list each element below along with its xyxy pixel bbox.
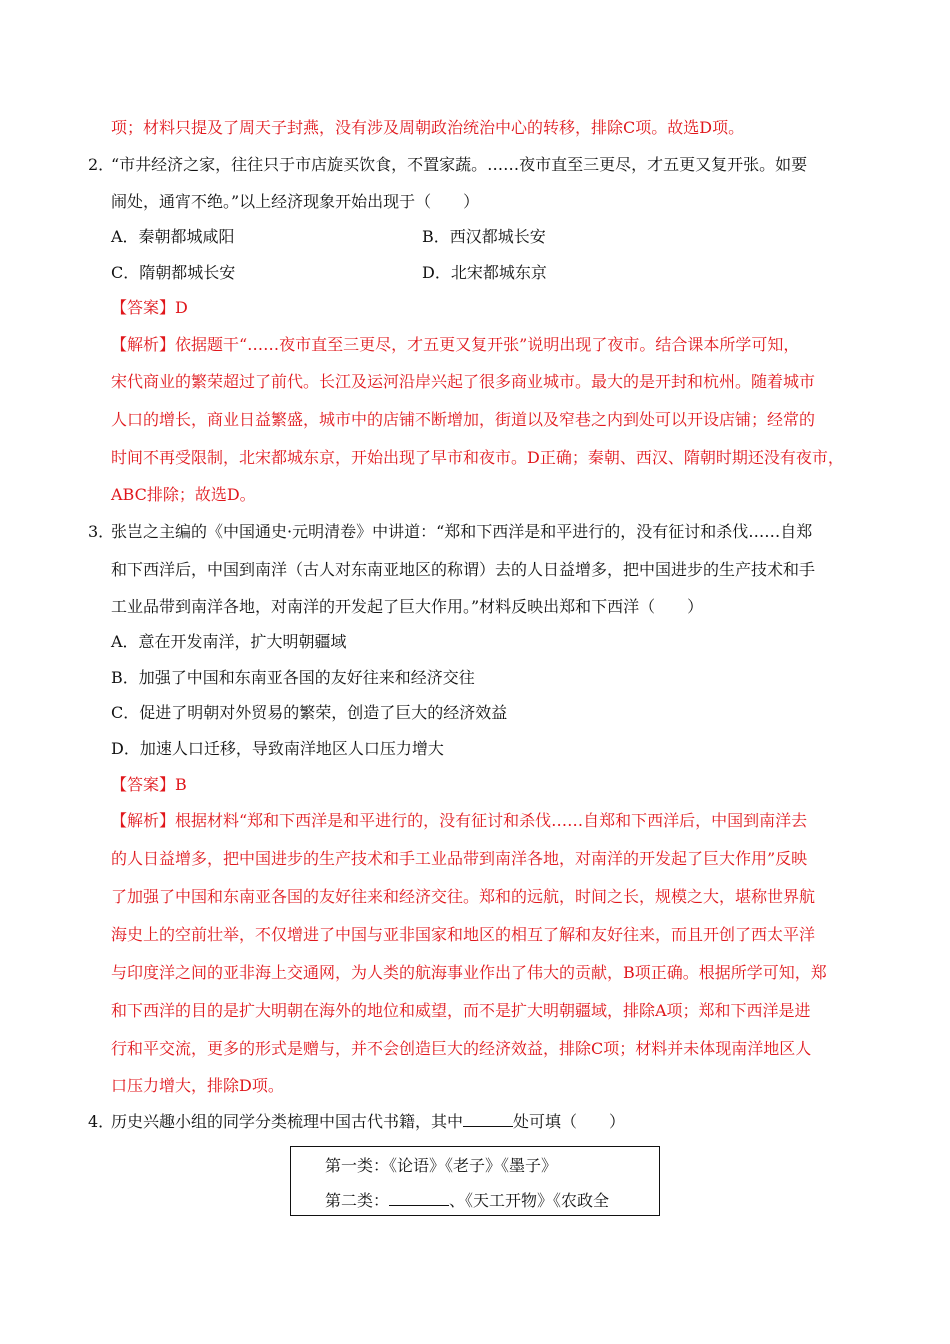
q4-answer-blank bbox=[463, 1112, 513, 1127]
q4-stem-after: 处可填（ ） bbox=[513, 1112, 626, 1131]
q3-analysis-line-4: 海史上的空前壮举，不仅增进了中国与亚非国家和地区的相互了解和友好往来，而且开创了西太平洋 bbox=[111, 925, 816, 944]
q4-box-line-2-label: 第二类： bbox=[325, 1191, 390, 1210]
q3-analysis-line-7: 行和平交流，更多的形式是赠与，并不会创造巨大的经济效益，排除C项；材料并未体现南洋地区人 bbox=[111, 1039, 812, 1058]
q3-stem-line-3: 工业品带到南洋各地，对南洋的开发起了巨大作用。”材料反映出郑和下西洋（ ） bbox=[111, 597, 704, 616]
q1-analysis-tail: 项；材料只提及了周天子封燕，没有涉及周朝政治统治中心的转移，排除C项。故选D项。 bbox=[111, 118, 745, 137]
q4-stem-before: 历史兴趣小组的同学分类梳理中国古代书籍，其中 bbox=[111, 1112, 464, 1131]
q3-number: 3． bbox=[88, 522, 115, 541]
q2-option-d: D．北宋都城东京 bbox=[422, 263, 547, 282]
q2-analysis-line-1: 【解析】依据题干“……夜市直至三更尽，才五更又复开张”说明出现了夜市。结合课本所学可知， bbox=[111, 335, 800, 354]
q3-analysis-line-1: 【解析】根据材料“郑和下西洋是和平进行的，没有征讨和杀伐……自郑和下西洋后，中国到南洋去 bbox=[111, 811, 808, 830]
q3-option-a: A．意在开发南洋，扩大明朝疆域 bbox=[111, 632, 347, 651]
q4-box-blank bbox=[389, 1191, 449, 1206]
q3-option-b: B．加强了中国和东南亚各国的友好往来和经济交往 bbox=[111, 668, 475, 687]
q2-analysis-line-4: 时间不再受限制，北宋都城东京，开始出现了早市和夜市。D正确；秦朝、西汉、隋朝时期还没有夜市， bbox=[111, 448, 844, 467]
q3-analysis-line-2: 的人日益增多，把中国进步的生产技术和手工业品带到南洋各地，对南洋的开发起了巨大作用”反映 bbox=[111, 849, 808, 868]
q2-stem-line-2: 闹处，通宵不绝。”以上经济现象开始出现于（ ） bbox=[111, 192, 480, 211]
q4-classification-table bbox=[290, 1146, 660, 1216]
q4-box-line-1: 第一类：《论语》《老子》《墨子》 bbox=[325, 1156, 558, 1175]
q2-answer: 【答案】D bbox=[111, 298, 188, 317]
q3-analysis-line-8: 口压力增大，排除D项。 bbox=[111, 1076, 284, 1095]
q2-analysis-line-5: ABC排除；故选D。 bbox=[111, 485, 256, 504]
q2-analysis-line-2: 宋代商业的繁荣超过了前代。长江及运河沿岸兴起了很多商业城市。最大的是开封和杭州。随着城市 bbox=[111, 372, 816, 391]
q3-analysis-line-3: 了加强了中国和东南亚各国的友好往来和经济交往。郑和的远航，时间之长，规模之大，堪称世界航 bbox=[111, 887, 816, 906]
q2-stem-line-1: “市井经济之家，往往只于市店旋买饮食，不置家蔬。……夜市直至三更尽，才五更又复开张。如要 bbox=[111, 155, 808, 174]
q2-option-c: C．隋朝都城长安 bbox=[111, 263, 236, 282]
q3-option-d: D．加速人口迁移，导致南洋地区人口压力增大 bbox=[111, 739, 444, 758]
q3-stem-line-1: 张岂之主编的《中国通史·元明清卷》中讲道：“郑和下西洋是和平进行的，没有征讨和杀伐……自郑 bbox=[111, 522, 813, 541]
q3-analysis-line-5: 与印度洋之间的亚非海上交通网，为人类的航海事业作出了伟大的贡献，B项正确。根据所学可知，郑 bbox=[111, 963, 827, 982]
q4-box-line-2-rest: 、《天工开物》《农政全 bbox=[449, 1191, 610, 1210]
q3-answer: 【答案】B bbox=[111, 775, 187, 794]
q4-box-line-2 bbox=[325, 1191, 609, 1211]
q3-analysis-line-6: 和下西洋的目的是扩大明朝在海外的地位和威望，而不是扩大明朝疆域，排除A项；郑和下西洋是进 bbox=[111, 1001, 811, 1020]
q4-stem bbox=[111, 1112, 881, 1132]
q3-option-c: C．促进了明朝对外贸易的繁荣，创造了巨大的经济效益 bbox=[111, 703, 508, 722]
q2-option-a: A．秦朝都城咸阳 bbox=[111, 227, 235, 246]
q2-number: 2． bbox=[88, 155, 115, 174]
q3-stem-line-2: 和下西洋后，中国到南洋（古人对东南亚地区的称谓）去的人日益增多，把中国进步的生产技术和手 bbox=[111, 560, 816, 579]
q2-analysis-line-3: 人口的增长，商业日益繁盛，城市中的店铺不断增加，街道以及窄巷之内到处可以开设店铺；经常的 bbox=[111, 410, 816, 429]
q2-option-b: B．西汉都城长安 bbox=[422, 227, 546, 246]
q4-number: 4． bbox=[88, 1112, 115, 1131]
